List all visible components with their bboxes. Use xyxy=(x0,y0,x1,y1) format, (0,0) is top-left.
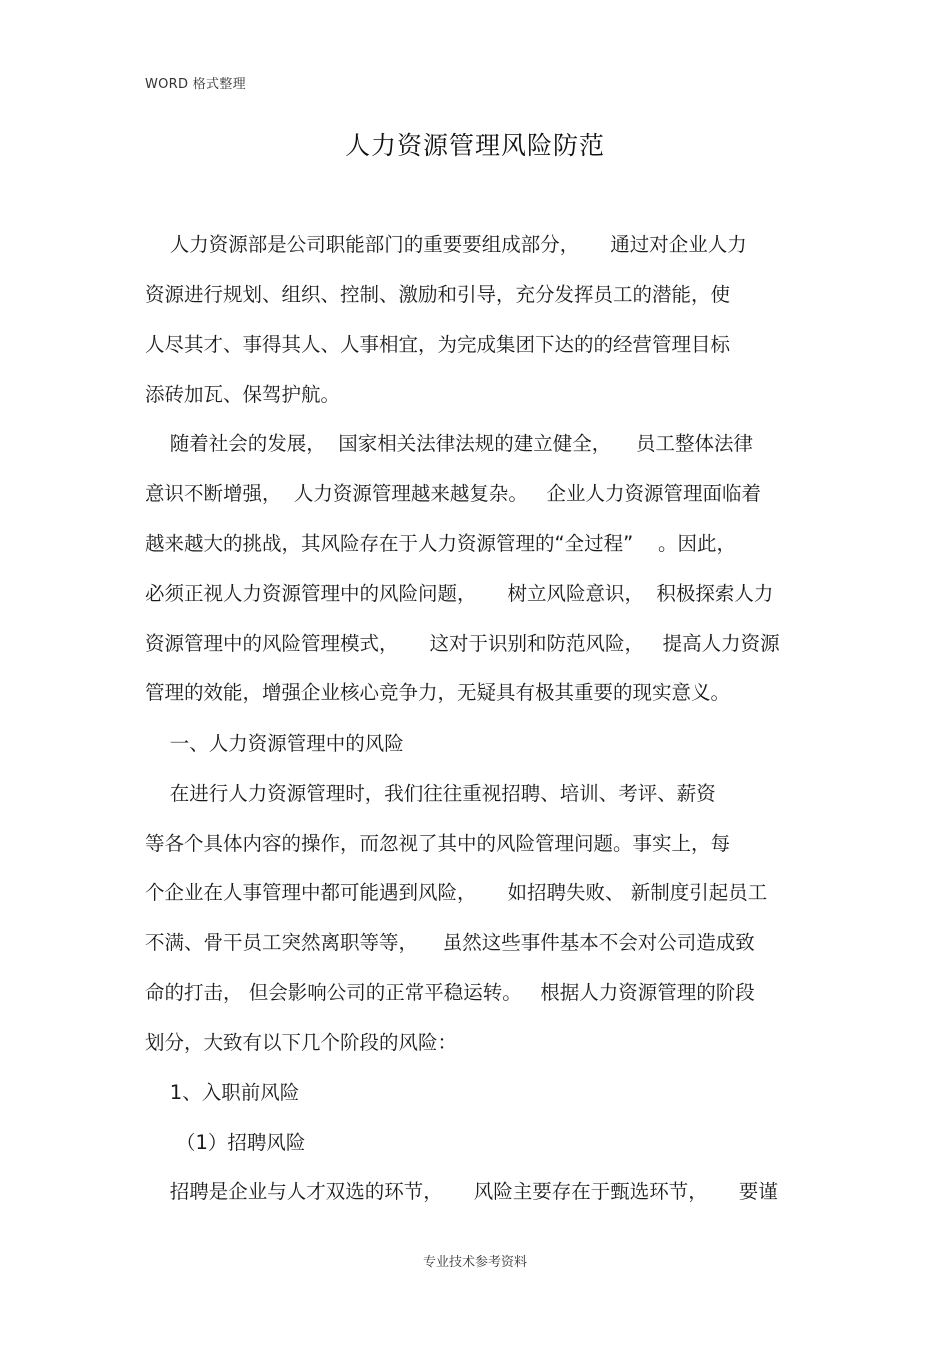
body-line: 个企业在人事管理中都可能遇到风险， 如招聘失败、 新制度引起员工 xyxy=(145,881,768,904)
body-line: 命的打击， 但会影响公司的正常平稳运转。 根据人力资源管理的阶段 xyxy=(145,981,755,1004)
body-line: 意识不断增强， 人力资源管理越来越复杂。 企业人力资源管理面临着 xyxy=(145,482,761,505)
body-line: 人尽其才、事得其人、人事相宜，为完成集团下达的的经营管理目标 xyxy=(145,333,731,356)
body-line: 资源管理中的风险管理模式， 这对于识别和防范风险， 提高人力资源 xyxy=(145,632,780,655)
body-line: 管理的效能，增强企业核心竞争力，无疑具有极其重要的现实意义。 xyxy=(145,681,731,704)
body-line: 划分，大致有以下几个阶段的风险： xyxy=(145,1031,458,1054)
body-line: 随着社会的发展， 国家相关法律法规的建立健全， 员工整体法律 xyxy=(145,432,753,455)
body-line: 不满、骨干员工突然离职等等， 虽然这些事件基本不会对公司造成致 xyxy=(145,931,755,954)
body-line: 添砖加瓦、保驾护航。 xyxy=(145,383,341,406)
subsection-heading: （1）招聘风险 xyxy=(145,1131,306,1154)
body-line: 等各个具体内容的操作，而忽视了其中的风险管理问题。事实上，每 xyxy=(145,832,731,855)
body-line: 必须正视人力资源管理中的风险问题， 树立风险意识， 积极探索人力 xyxy=(145,582,774,605)
document-title: 人力资源管理风险防范 xyxy=(344,131,605,160)
body-line: 人力资源部是公司职能部门的重要要组成部分， 通过对企业人力 xyxy=(145,233,747,256)
body-line: 越来越大的挑战，其风险存在于人力资源管理的“全过程” 。因此， xyxy=(145,532,736,555)
body-line: 在进行人力资源管理时，我们往往重视招聘、培训、考评、薪资 xyxy=(145,782,716,805)
page-footer: 专业技术参考资料 xyxy=(422,1255,527,1270)
body-line: 资源进行规划、组织、控制、激励和引导，充分发挥员工的潜能，使 xyxy=(145,283,731,306)
subsection-heading: 1、入职前风险 xyxy=(145,1081,300,1104)
page-header: WORD 格式整理 xyxy=(145,77,246,92)
body-line: 招聘是企业与人才双选的环节， 风险主要存在于甄选环节， 要谨 xyxy=(145,1180,778,1203)
section-heading: 一、人力资源管理中的风险 xyxy=(145,732,404,755)
